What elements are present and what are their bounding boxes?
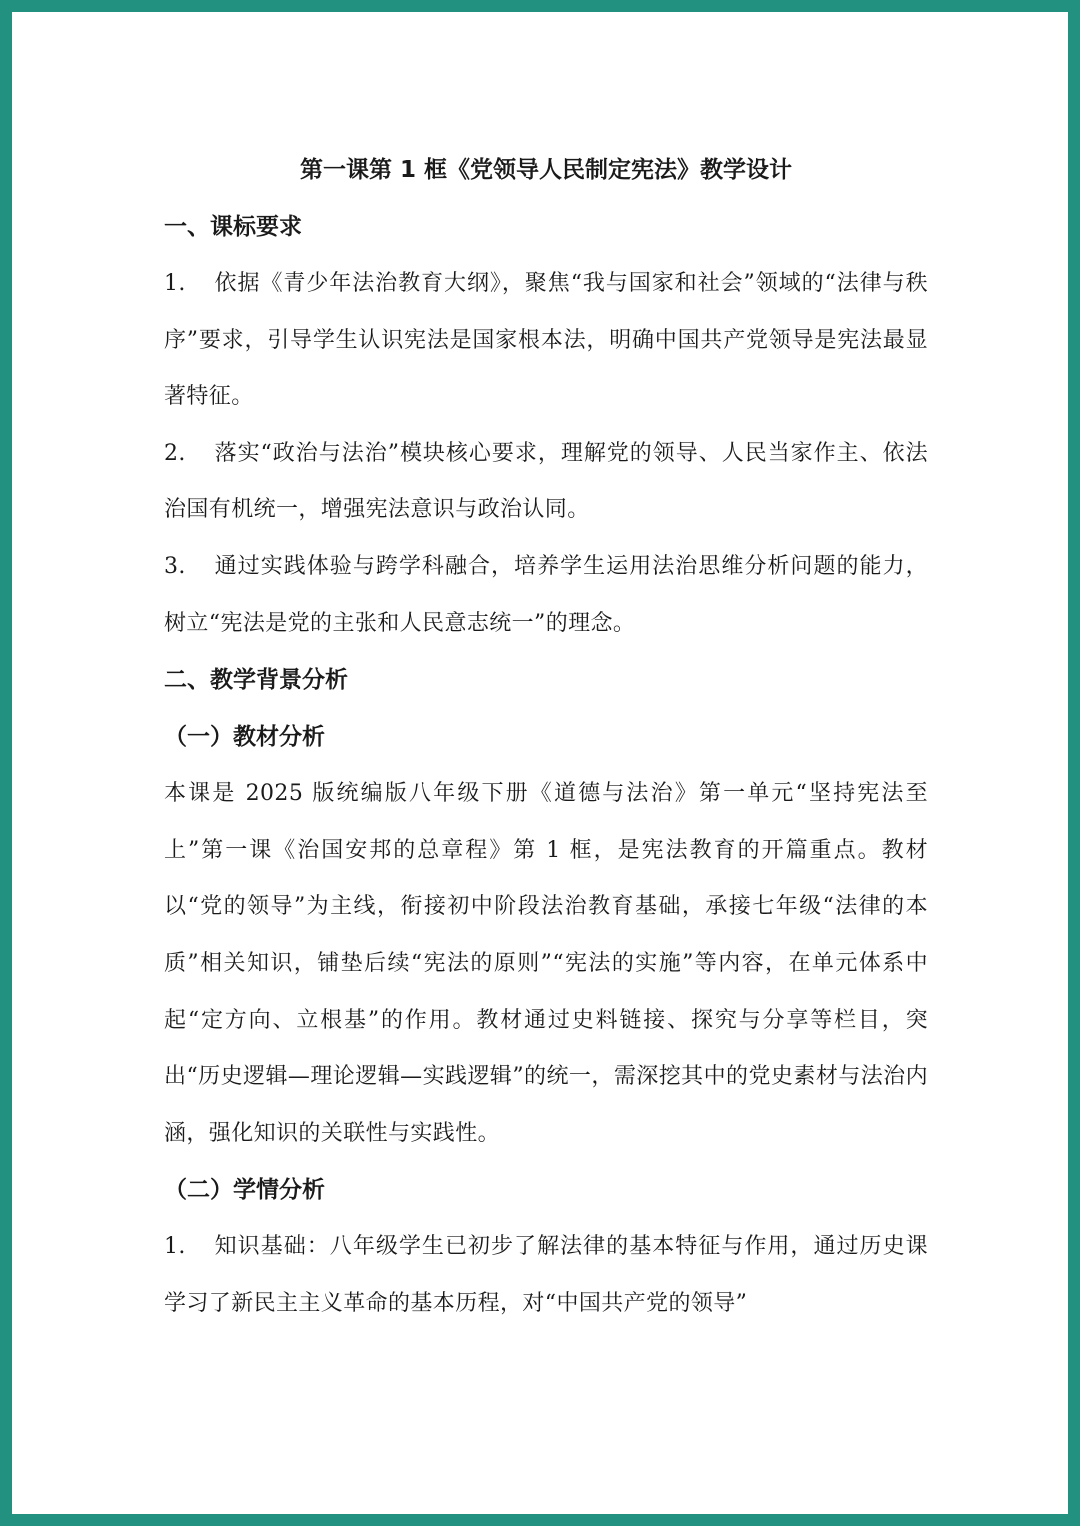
document-page xyxy=(12,12,1068,1514)
list-number: 3. xyxy=(164,553,186,579)
textbook-analysis-paragraph: 本课是 2025 版统编版八年级下册《道德与法治》第一单元“坚持宪法至上”第一课《治国安邦的总章程》第 1 框，是宪法教育的开篇重点。教材以“党的领导”为主线，衔接初中阶段法治教育基础，承接七年级“法律的本质”相关知识，铺垫后续“宪法的原则”“宪法的实施”等内容，在单元体系中起“定方向、立根基”的作用。教材通过史料链接、探究与分享等栏目，突出“历史逻辑—理论逻辑—实践逻辑”的统一，需深挖其中的党史素材与法治内涵，强化知识的关联性与实践性。 xyxy=(164,781,928,1146)
list-item-text: 落实“政治与法治”模块核心要求，理解党的领导、人民当家作主、依法治国有机统一，增强宪法意识与政治认同。 xyxy=(164,440,928,523)
list-item-text: 依据《青少年法治教育大纲》，聚焦“我与国家和社会”领域的“法律与秩序”要求，引导学生认识宪法是国家根本法，明确中国共产党领导是宪法最显著特征。 xyxy=(164,271,928,410)
subsection-heading-textbook: （一）教材分析 xyxy=(164,724,325,751)
subsection-heading-students: （二）学情分析 xyxy=(164,1177,325,1204)
curriculum-item-2 xyxy=(164,426,928,539)
list-item-text: 通过实践体验与跨学科融合，培养学生运用法治思维分析问题的能力，树立“宪法是党的主张和人民意志统一”的理念。 xyxy=(164,553,928,636)
curriculum-item-3 xyxy=(164,539,928,652)
list-number: 1. xyxy=(164,271,186,296)
document-title: 第一课第 1 框《党领导人民制定宪法》教学设计 xyxy=(299,157,793,183)
section-heading-background: 二、教学背景分析 xyxy=(164,667,348,694)
curriculum-item-1 xyxy=(164,256,928,426)
student-analysis-item-1 xyxy=(164,1219,928,1332)
list-number: 2. xyxy=(164,440,186,466)
list-item-text: 知识基础：八年级学生已初步了解法律的基本特征与作用，通过历史课学习了新民主主义革命的基本历程，对“中国共产党的领导” xyxy=(164,1234,928,1316)
section-heading-curriculum: 一、课标要求 xyxy=(164,214,302,240)
list-number: 1. xyxy=(164,1234,186,1260)
document-body xyxy=(164,142,928,1333)
